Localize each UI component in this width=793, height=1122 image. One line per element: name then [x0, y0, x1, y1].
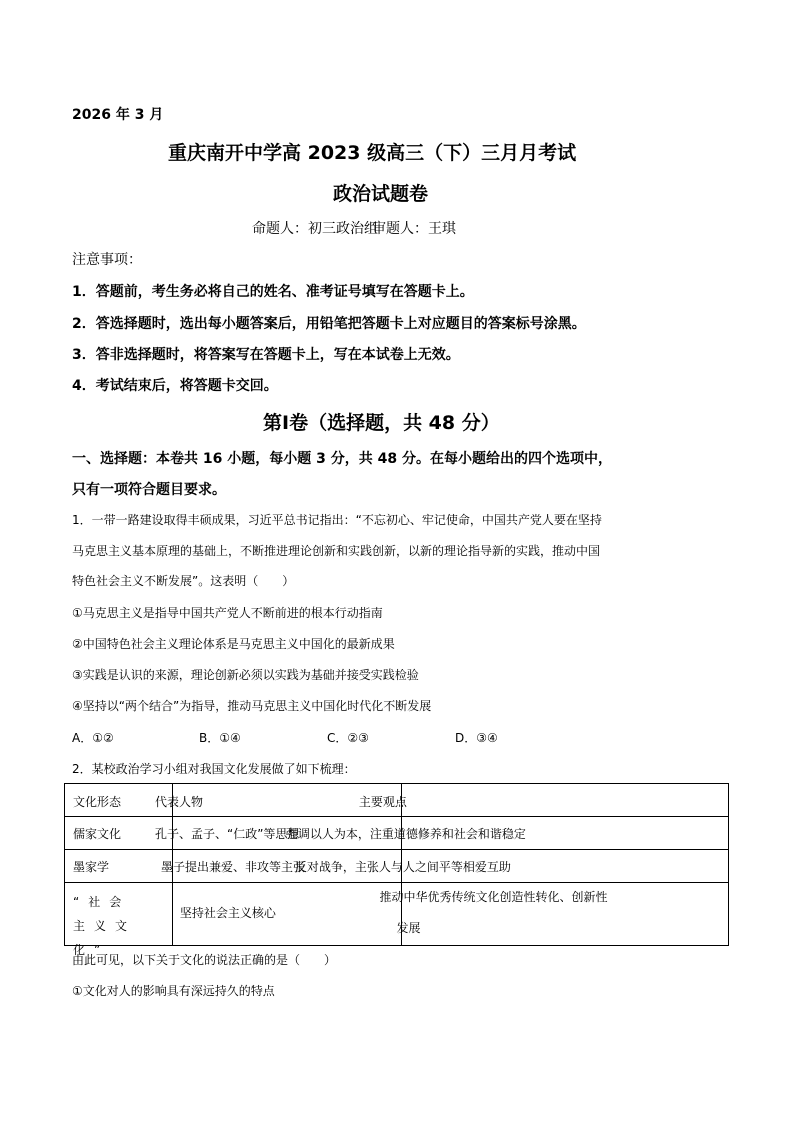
table-cell: 主要观点	[358, 795, 407, 809]
question-stem: 2．某校政治学习小组对我国文化发展做了如下梳理：	[72, 762, 356, 776]
note-item: 2．答选择题时，选出每小题答案后，用铅笔把答题卡上对应题目的答案标号涂黑。	[72, 316, 586, 332]
question-stem: 由此可见，以下关于文化的说法正确的是（ ）	[72, 953, 337, 967]
section-intro: 只有一项符合题目要求。	[72, 482, 226, 498]
choice-a: A．①②	[72, 731, 114, 745]
question-stem: 1．一带一路建设取得丰硕成果，习近平总书记指出：“不忘初心、牢记使命，中国共产党人要在坚持	[72, 513, 602, 527]
note-item: 4．考试结束后，将答题卡交回。	[72, 378, 278, 394]
statement-option: ③实践是认识的来源，理论创新必须以实践为基础并接受实践检验	[72, 668, 419, 682]
culture-table	[64, 783, 729, 957]
question-stem: 特色社会主义不断发展”。这表明（ ）	[72, 574, 295, 588]
statement-option: ④坚持以“两个结合”为指导，推动马克思主义中国化时代化不断发展	[72, 699, 432, 713]
table-cell: 代表人物	[155, 795, 204, 809]
choice-d: D．③④	[455, 731, 498, 745]
exam-subtitle: 政治试题卷	[333, 183, 429, 205]
statement-option: ①马克思主义是指导中国共产党人不断前进的根本行动指南	[72, 606, 383, 620]
date-header: 2026 年 3 月	[72, 107, 164, 123]
question-stem: 马克思主义基本原理的基础上，不断推进理论创新和实践创新，以新的理论指导新的实践，推动中国	[72, 544, 601, 558]
table-cell: 孔子、孟子、“仁政”等思想	[155, 827, 300, 841]
table-row	[65, 817, 729, 850]
table-cell: 推动中华优秀传统文化创造性转化、创新性	[379, 890, 608, 904]
statement-option: ①文化对人的影响具有深远持久的特点	[72, 984, 275, 998]
section-intro: 一、选择题：本卷共 16 小题，每小题 3 分，共 48 分。在每小题给出的四个选项中，	[72, 451, 612, 467]
table-cell: “社会主义文化”	[73, 895, 137, 957]
author-line: 命题人：初三政治组	[252, 221, 378, 237]
table-row	[65, 784, 729, 817]
notes-heading: 注意事项：	[72, 252, 142, 268]
table-row	[65, 883, 729, 946]
table-cell: 墨家学	[73, 860, 110, 874]
choice-b: B．①④	[199, 731, 241, 745]
note-item: 1．答题前，考生务必将自己的姓名、准考证号填写在答题卡上。	[72, 284, 474, 300]
table-cell: 文化形态	[73, 795, 122, 809]
table-cell: 反对战争，主张人与人之间平等相爱互助	[294, 860, 511, 874]
choice-c: C．②③	[327, 731, 369, 745]
reviewer-line: 审题人：王琪	[372, 221, 456, 237]
table-cell: 强调以人为本，注重道德修养和社会和谐稳定	[285, 827, 526, 841]
section-title: 第Ⅰ卷（选择题，共 48 分）	[263, 412, 500, 434]
exam-title: 重庆南开中学高 2023 级高三（下）三月月考试	[168, 142, 577, 164]
table-cell: 发展	[396, 921, 421, 935]
note-item: 3．答非选择题时，将答案写在答题卡上，写在本试卷上无效。	[72, 347, 460, 363]
statement-option: ②中国特色社会主义理论体系是马克思主义中国化的最新成果	[72, 637, 395, 651]
table-row	[65, 850, 729, 883]
table-cell: 坚持社会主义核心	[179, 906, 276, 920]
table-cell: 墨子提出兼爱、非攻等主张	[161, 860, 306, 874]
table-cell: 儒家文化	[73, 827, 122, 841]
